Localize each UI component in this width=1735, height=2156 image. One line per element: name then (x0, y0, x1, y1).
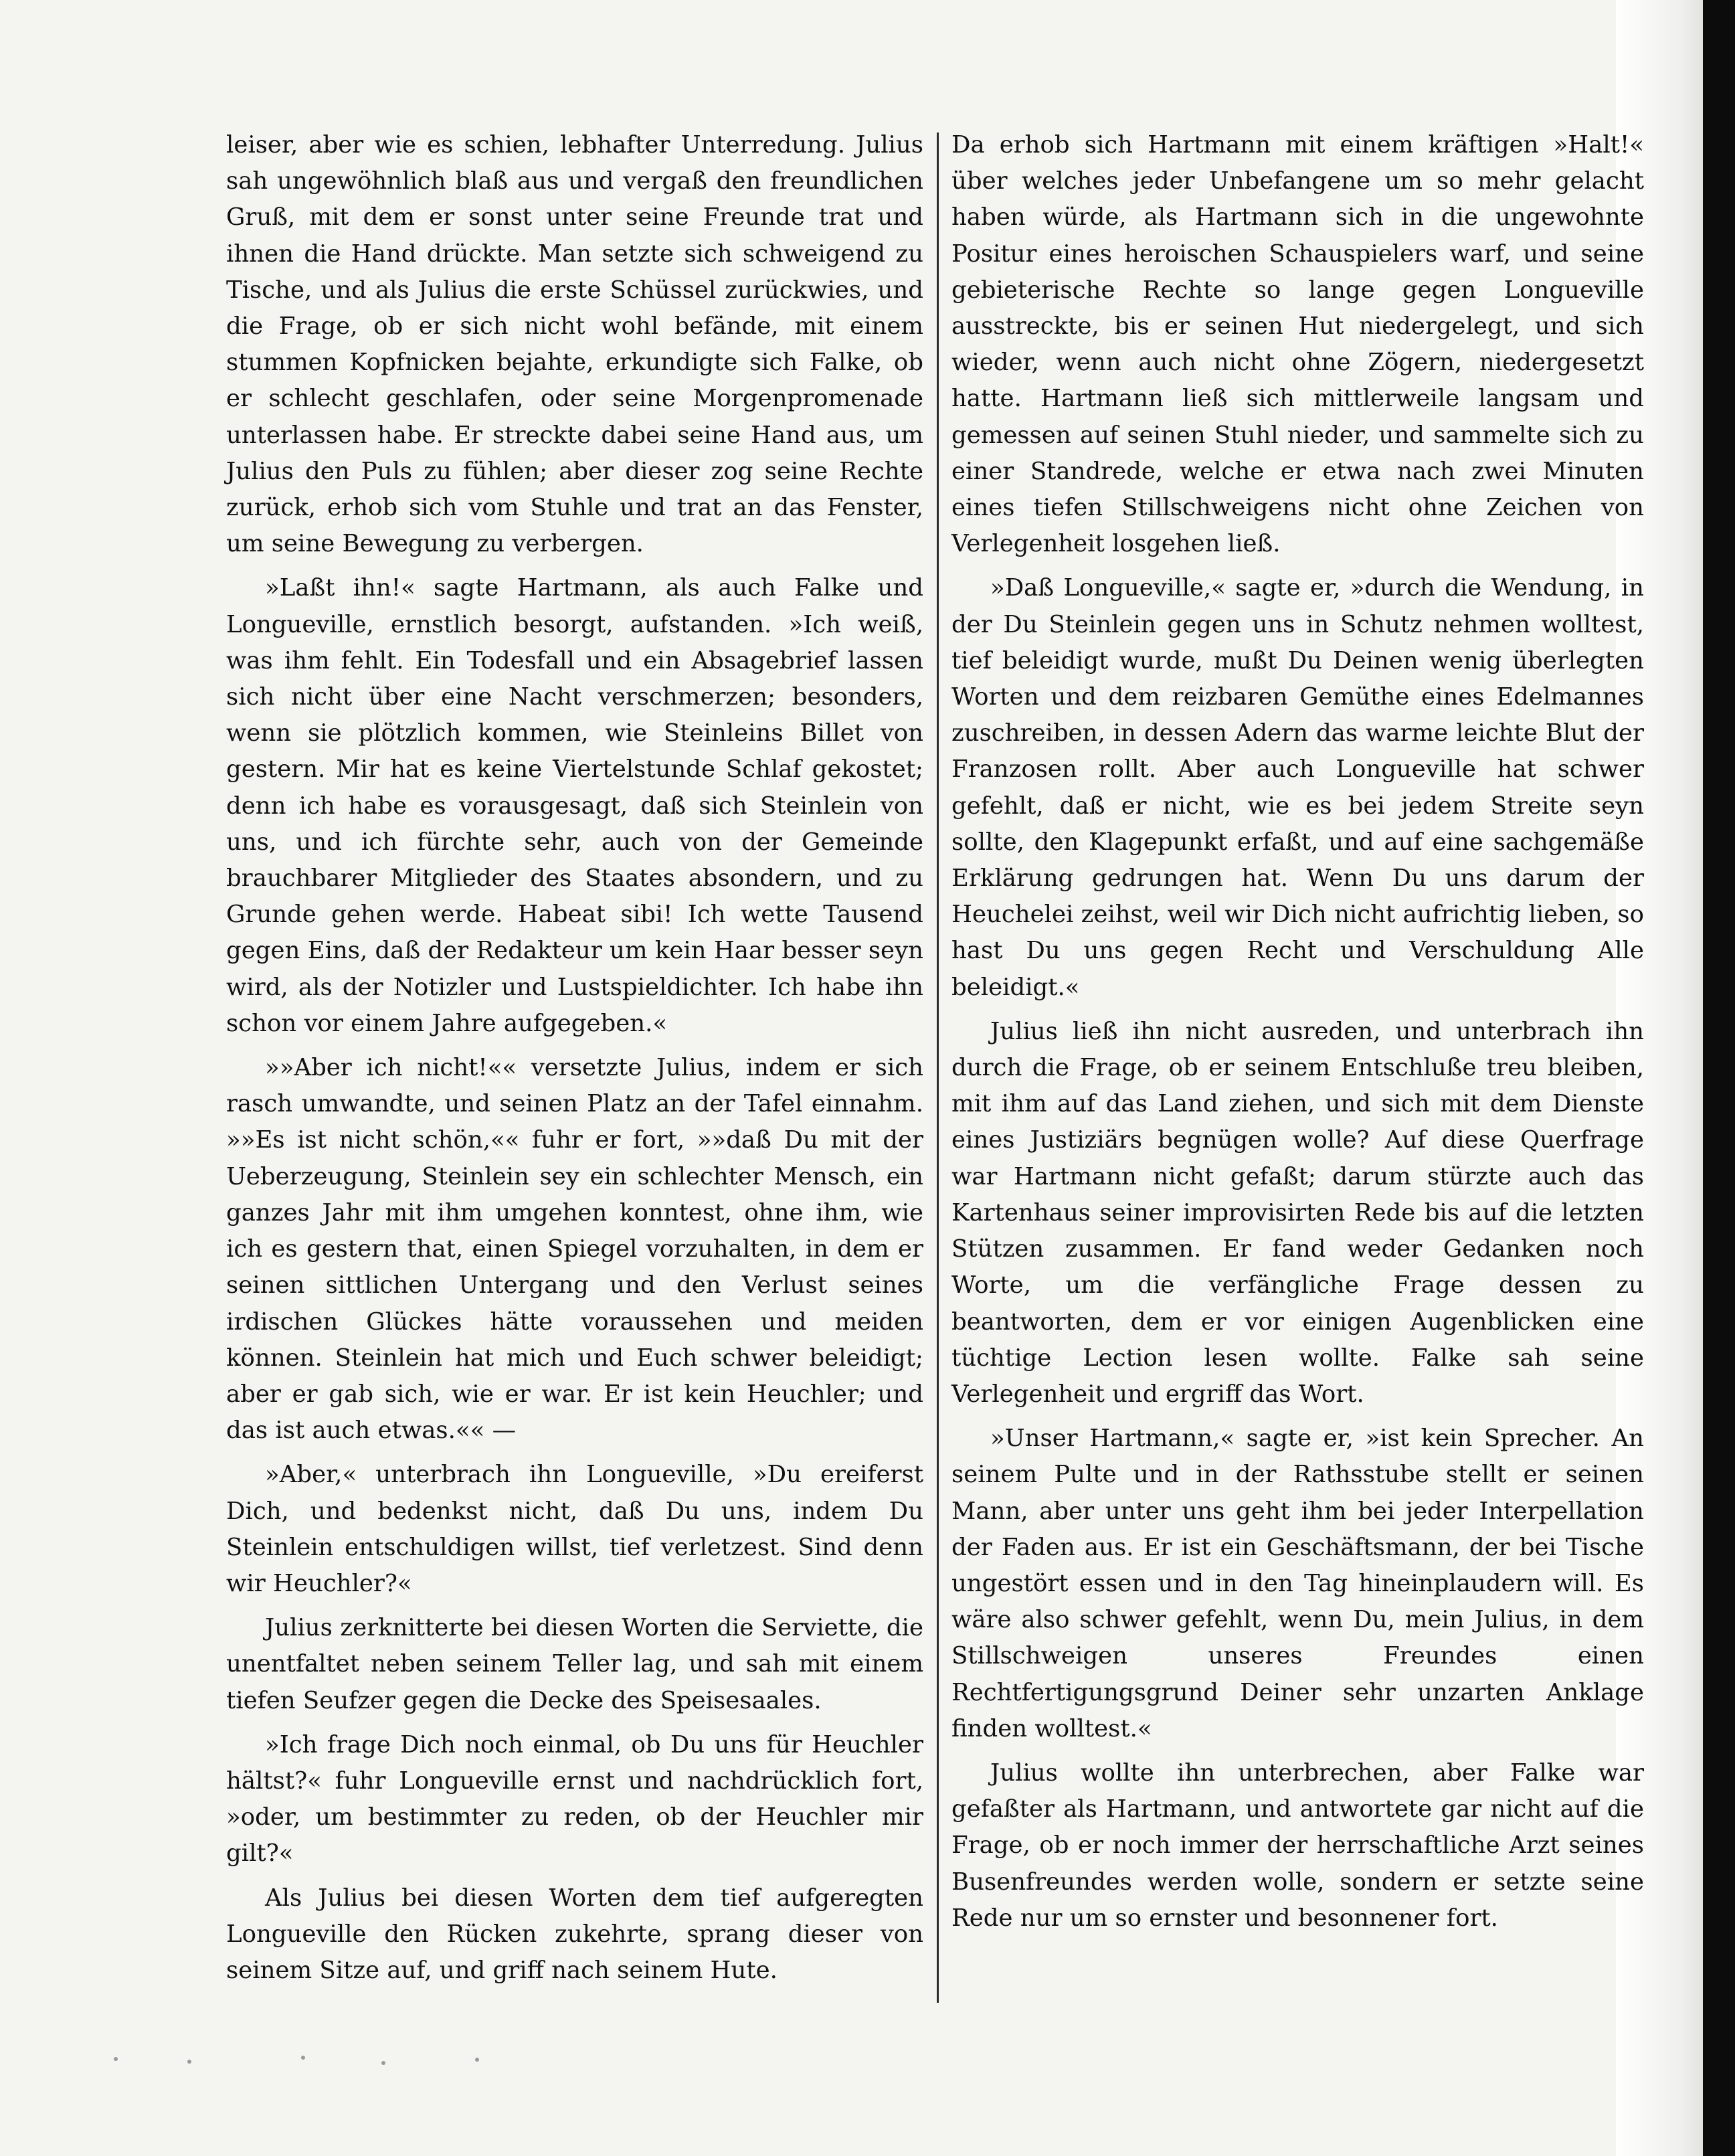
left-column (226, 127, 923, 1989)
column-divider (937, 132, 939, 2003)
paragraph: »Laßt ihn!« sagte Hartmann, als auch Falke und Longueville, ernstlich besorgt, aufstanden. »Ich weiß, was ihm fehlt. Ein Todesfall und ein Absagebrief lassen sich nicht über eine Nacht verschmerzen; besonders, wenn sie plötzlich kommen, wie Steinleins Billet von gestern. Mir hat es keine Viertelstunde Schlaf gekostet; denn ich habe es vorausgesagt, daß sich Steinlein von uns, und ich fürchte sehr, auch von der Gemeinde brauchbarer Mitglieder des Staates absondern, und zu Grunde gehen werde. Habeat sibi! Ich wette Tausend gegen Eins, daß der Redakteur um kein Haar besser seyn wird, als der Notizler und Lustspieldichter. Ich habe ihn schon vor einem Jahre aufgegeben.« (226, 574, 923, 1037)
right-column (951, 127, 1644, 1937)
paragraph: »Daß Longueville,« sagte er, »durch die Wendung, in der Du Steinlein gegen uns in Schutz nehmen wolltest, tief beleidigt wurde, mußt Du Deinen wenig überlegten Worten und dem reizbaren Gemüthe eines Edelmannes zuschreiben, in dessen Adern das warme leichte Blut der Franzosen rollt. Aber auch Longueville hat schwer gefehlt, daß er nicht, wie es bei jedem Streite seyn sollte, den Klagepunkt erfaßt, und auf eine sachgemäße Erklärung gedrungen hat. Wenn Du uns darum der Heuchelei zeihst, weil wir Dich nicht aufrichtig lieben, so hast Du uns gegen Recht und Verschuldung Alle beleidigt.« (951, 574, 1644, 1001)
paragraph: Julius ließ ihn nicht ausreden, und unterbrach ihn durch die Frage, ob er seinem Entschluße treu bleiben, mit ihm auf das Land ziehen, und sich mit dem Dienste eines Justiziärs begnügen wolle? Auf diese Querfrage war Hartmann nicht gefaßt; darum stürzte auch das Kartenhaus seiner improvisirten Rede bis auf die letzten Stützen zusammen. Er fand weder Gedanken noch Worte, um die verfängliche Frage dessen zu beantworten, dem er vor einigen Augenblicken eine tüchtige Lection lesen wollte. Falke sah seine Verlegenheit und ergriff das Wort. (951, 1017, 1644, 1408)
paragraph: »Ich frage Dich noch einmal, ob Du uns für Heuchler hältst?« fuhr Longueville ernst und nachdrücklich fort, »oder, um bestimmter zu reden, ob der Heuchler mir gilt?« (226, 1730, 923, 1868)
scan-border (1703, 0, 1735, 2156)
paragraph: »Unser Hartmann,« sagte er, »ist kein Sprecher. An seinem Pulte und in der Rathsstube stellt er seinen Mann, aber unter uns geht ihm bei jeder Interpellation der Faden aus. Er ist ein Geschäftsmann, der bei Tische ungestört essen und in den Tag hineinplaudern will. Es wäre also schwer gefehlt, wenn Du, mein Julius, in dem Stillschweigen unseres Freundes einen Rechtfertigungsgrund Deiner sehr unzarten Anklage finden wolltest.« (951, 1425, 1644, 1742)
paragraph: Julius wollte ihn unterbrechen, aber Falke war gefaßter als Hartmann, und antwortete gar nicht auf die Frage, ob er noch immer der herrschaftliche Arzt seines Busenfreundes werden wolle, sondern er setzte seine Rede nur um so ernster und besonnener fort. (951, 1759, 1644, 1932)
scan-specks (100, 2054, 636, 2068)
paragraph: »Aber,« unterbrach ihn Longueville, »Du ereiferst Dich, und bedenkst nicht, daß Du uns, indem Du Steinlein entschuldigen willst, tief verletzest. Sind denn wir Heuchler?« (226, 1461, 923, 1597)
paragraph: Da erhob sich Hartmann mit einem kräftigen »Halt!« über welches jeder Unbefangene um so mehr gelacht haben würde, als Hartmann sich in die ungewohnte Positur eines heroischen Schauspielers warf, und seine gebieterische Rechte so lange gegen Longueville ausstreckte, bis er seinen Hut niedergelegt, und sich wieder, wenn auch nicht ohne Zögern, niedergesetzt hatte. Hartmann ließ sich mittlerweile langsam und gemessen auf seinen Stuhl nieder, und sammelte sich zu einer Standrede, welche er etwa nach zwei Minuten eines tiefen Stillschweigens nicht ohne Zeichen von Verlegenheit losgehen ließ. (951, 131, 1644, 558)
paragraph: Als Julius bei diesen Worten dem tief aufgeregten Longueville den Rücken zukehrte, sprang dieser von seinem Sitze auf, und griff nach seinem Hute. (226, 1884, 923, 1984)
paragraph: leiser, aber wie es schien, lebhafter Unterredung. Julius sah ungewöhnlich blaß aus und vergaß den freundlichen Gruß, mit dem er sonst unter seine Freunde trat und ihnen die Hand drückte. Man setzte sich schweigend zu Tische, und als Julius die erste Schüssel zurückwies, und die Frage, ob er sich nicht wohl befände, mit einem stummen Kopfnicken bejahte, erkundigte sich Falke, ob er schlecht geschlafen, oder seine Morgenpromenade unterlassen habe. Er streckte dabei seine Hand aus, um Julius den Puls zu fühlen; aber dieser zog seine Rechte zurück, erhob sich vom Stuhle und trat an das Fenster, um seine Bewegung zu verbergen. (226, 131, 923, 558)
paragraph: »»Aber ich nicht!«« versetzte Julius, indem er sich rasch umwandte, und seinen Platz an der Tafel einnahm. »»Es ist nicht schön,«« fuhr er fort, »»daß Du mit der Ueberzeugung, Steinlein sey ein schlechter Mensch, ein ganzes Jahr mit ihm umgehen konntest, ohne ihm, wie ich es gestern that, einen Spiegel vorzuhalten, in dem er seinen sittlichen Untergang und den Verlust seines irdischen Glückes hätte voraussehen und meiden können. Steinlein hat mich und Euch schwer beleidigt; aber er gab sich, wie er war. Er ist kein Heuchler; und das ist auch etwas.«« — (226, 1054, 923, 1445)
paragraph: Julius zerknitterte bei diesen Worten die Serviette, die unentfaltet neben seinem Teller lag, und sah mit einem tiefen Seufzer gegen die Decke des Speisesaales. (226, 1614, 923, 1714)
